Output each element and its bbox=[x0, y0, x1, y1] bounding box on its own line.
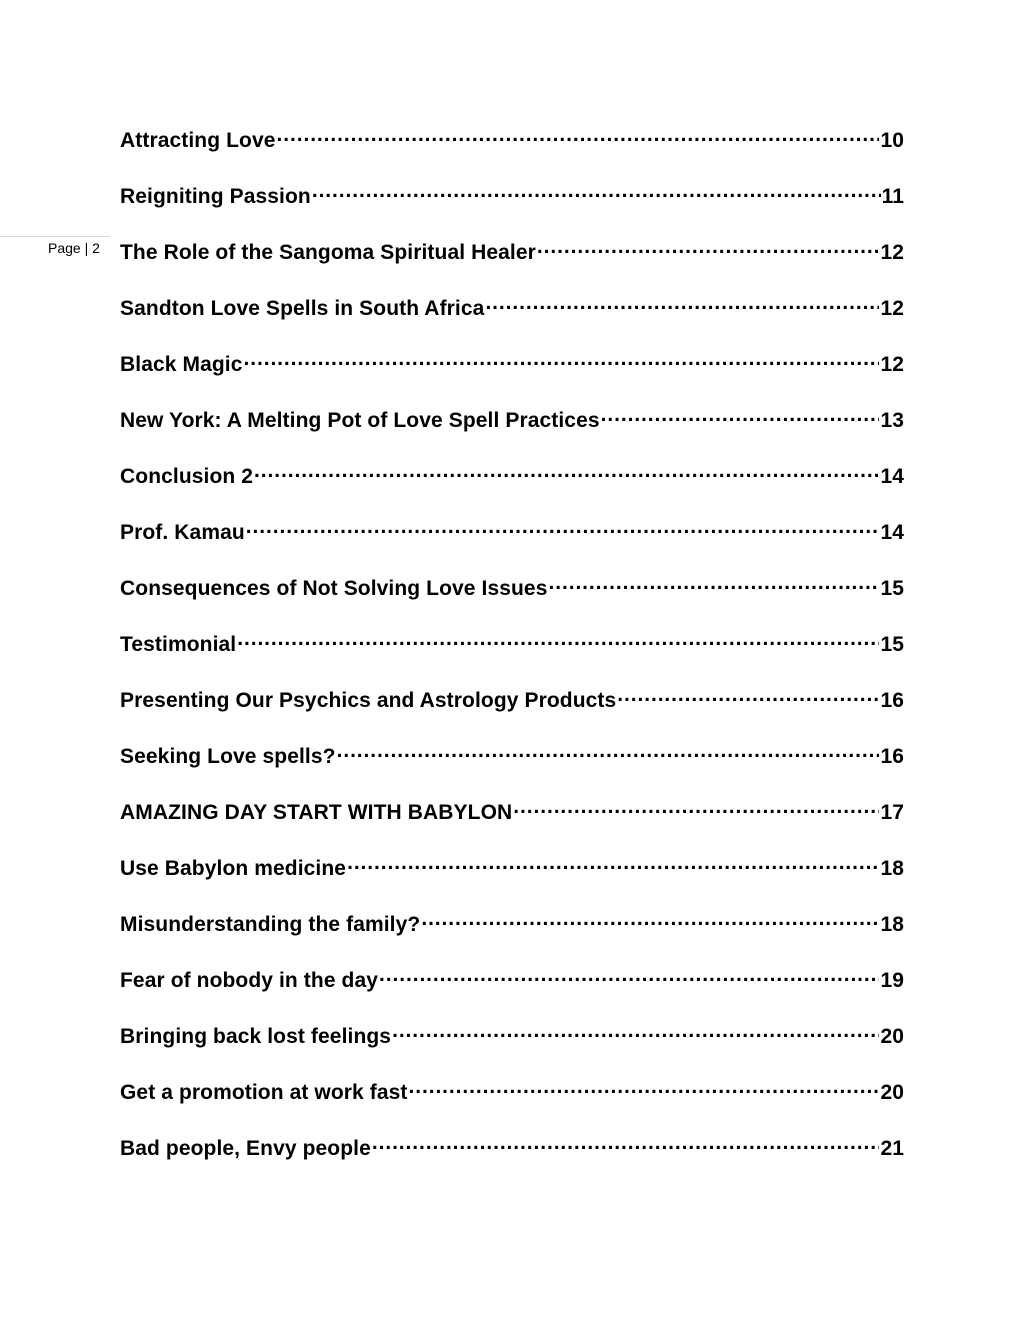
toc-entry-page: 20 bbox=[880, 1025, 904, 1048]
toc-dot-leader bbox=[392, 1017, 879, 1043]
toc-entry-title: Sandton Love Spells in South Africa bbox=[120, 297, 485, 320]
toc-entry[interactable] bbox=[120, 905, 904, 961]
toc-entry[interactable] bbox=[120, 513, 904, 569]
toc-entry-page: 12 bbox=[880, 241, 904, 264]
toc-entry-title: Misunderstanding the family? bbox=[120, 913, 421, 936]
toc-entry-title: The Role of the Sangoma Spiritual Healer bbox=[120, 241, 536, 264]
toc-entry-page: 15 bbox=[880, 633, 904, 656]
toc-dot-leader bbox=[513, 793, 879, 819]
toc-entry-title: Bad people, Envy people bbox=[120, 1137, 371, 1160]
toc-dot-leader bbox=[372, 1129, 880, 1155]
toc-entry-title: Fear of nobody in the day bbox=[120, 969, 379, 992]
toc-entry[interactable] bbox=[120, 625, 904, 681]
toc-dot-leader bbox=[254, 457, 879, 483]
toc-entry-page: 21 bbox=[880, 1137, 904, 1160]
toc-entry[interactable] bbox=[120, 961, 904, 1017]
toc-entry-page: 15 bbox=[880, 577, 904, 600]
toc-entry[interactable] bbox=[120, 177, 904, 233]
toc-entry[interactable] bbox=[120, 121, 904, 177]
page-number-label: Page | 2 bbox=[48, 240, 100, 256]
toc-entry[interactable] bbox=[120, 1073, 904, 1129]
toc-entry-page: 18 bbox=[880, 857, 904, 880]
toc-entry-title: Attracting Love bbox=[120, 129, 276, 152]
toc-entry[interactable] bbox=[120, 737, 904, 793]
toc-entry-title: Bringing back lost feelings bbox=[120, 1025, 392, 1048]
toc-entry-title: Reigniting Passion bbox=[120, 185, 311, 208]
toc-entry-page: 16 bbox=[880, 689, 904, 712]
toc-entry[interactable] bbox=[120, 457, 904, 513]
toc-entry-page: 17 bbox=[880, 801, 904, 824]
toc-dot-leader bbox=[347, 849, 879, 875]
toc-dot-leader bbox=[337, 737, 880, 763]
toc-entry-page: 14 bbox=[880, 465, 904, 488]
toc-entry-title: Get a promotion at work fast bbox=[120, 1081, 408, 1104]
toc-entry[interactable] bbox=[120, 681, 904, 737]
toc-entry[interactable] bbox=[120, 233, 904, 289]
toc-entry-page: 12 bbox=[880, 353, 904, 376]
toc-entry[interactable] bbox=[120, 401, 904, 457]
toc-entry-page: 13 bbox=[880, 409, 904, 432]
toc-dot-leader bbox=[601, 401, 880, 427]
toc-dot-leader bbox=[379, 961, 879, 987]
toc-dot-leader bbox=[244, 345, 880, 371]
toc-entry-page: 18 bbox=[880, 913, 904, 936]
toc-entry-page: 20 bbox=[880, 1081, 904, 1104]
toc-entry[interactable] bbox=[120, 849, 904, 905]
toc-entry-page: 11 bbox=[881, 185, 904, 208]
toc-entry-page: 16 bbox=[880, 745, 904, 768]
toc-entry[interactable] bbox=[120, 793, 904, 849]
toc-dot-leader bbox=[617, 681, 879, 707]
toc-entry-title: Prof. Kamau bbox=[120, 521, 245, 544]
toc-entry-page: 19 bbox=[880, 969, 904, 992]
table-of-contents bbox=[120, 121, 904, 1185]
toc-entry-page: 10 bbox=[880, 129, 904, 152]
toc-entry-title: Conclusion 2 bbox=[120, 465, 254, 488]
toc-entry[interactable] bbox=[120, 1129, 904, 1185]
toc-dot-leader bbox=[312, 177, 881, 203]
toc-dot-leader bbox=[537, 233, 880, 259]
toc-dot-leader bbox=[237, 625, 879, 651]
toc-dot-leader bbox=[409, 1073, 880, 1099]
toc-dot-leader bbox=[277, 121, 880, 147]
toc-entry-title: Black Magic bbox=[120, 353, 243, 376]
toc-entry[interactable] bbox=[120, 569, 904, 625]
toc-entry[interactable] bbox=[120, 345, 904, 401]
toc-entry[interactable] bbox=[120, 1017, 904, 1073]
toc-dot-leader bbox=[421, 905, 879, 931]
toc-entry-title: AMAZING DAY START WITH BABYLON bbox=[120, 801, 513, 824]
toc-entry-page: 12 bbox=[880, 297, 904, 320]
toc-dot-leader bbox=[485, 289, 879, 315]
toc-entry-title: Consequences of Not Solving Love Issues bbox=[120, 577, 548, 600]
toc-dot-leader bbox=[549, 569, 880, 595]
toc-entry-title: Presenting Our Psychics and Astrology Products bbox=[120, 689, 617, 712]
page-margin-rule bbox=[0, 236, 110, 237]
toc-entry-title: New York: A Melting Pot of Love Spell Practices bbox=[120, 409, 600, 432]
toc-entry-title: Seeking Love spells? bbox=[120, 745, 336, 768]
toc-entry-page: 14 bbox=[880, 521, 904, 544]
toc-entry-title: Use Babylon medicine bbox=[120, 857, 347, 880]
toc-dot-leader bbox=[246, 513, 880, 539]
toc-entry[interactable] bbox=[120, 289, 904, 345]
toc-entry-title: Testimonial bbox=[120, 633, 237, 656]
